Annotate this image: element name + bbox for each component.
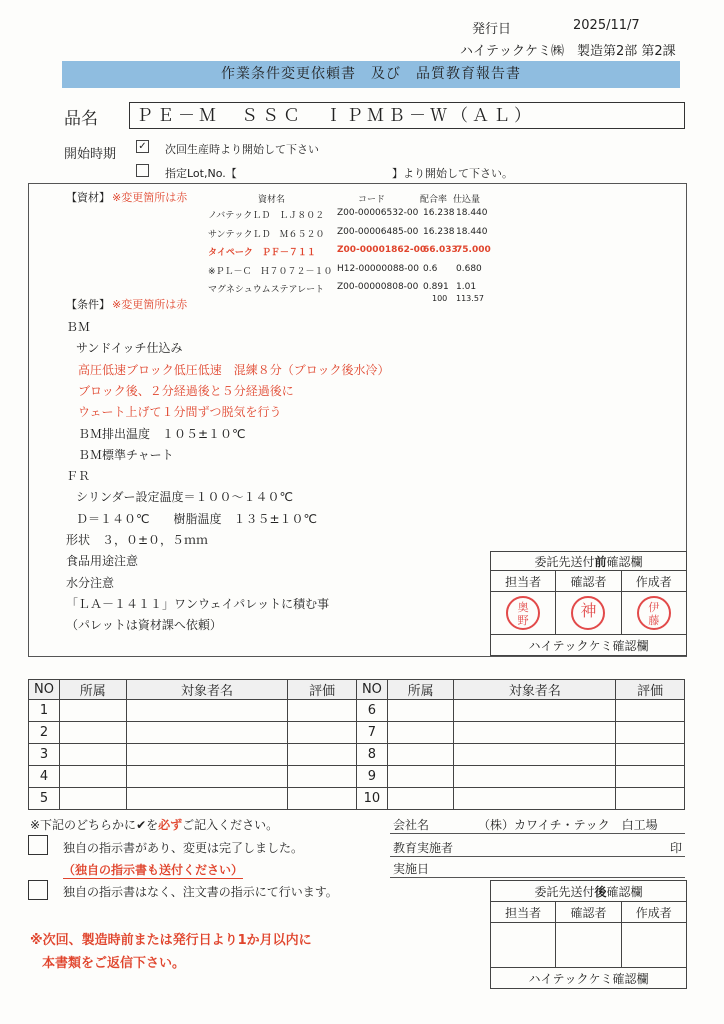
eval-cell[interactable] [288, 766, 357, 788]
seal-stamp: 奥 野 [506, 596, 540, 630]
confirm-after-footer: ハイテックケミ確認欄 [491, 968, 687, 989]
confirm-before-table [490, 551, 687, 656]
confirm-before-title: 委託先送付前確認欄 [491, 552, 687, 571]
condition-line: Ｄ＝１４０℃ 樹脂温度 １３５±１０℃ [76, 511, 318, 526]
condition-line: 「ＬＡ－１４１１」ワンウェイパレットに積む事 [66, 596, 330, 611]
material-name: ※ＰＬ－Ｃ Ｈ７０７２－１０ [208, 266, 333, 277]
row-number: 2 [29, 722, 60, 744]
materials-header-ratio: 配合率 [420, 195, 448, 205]
choice2-checkbox[interactable] [28, 880, 48, 900]
row-number: 4 [29, 766, 60, 788]
choice2-label: 独自の指示書はなく、注文書の指示にて行います。 [63, 885, 338, 899]
material-row [208, 282, 488, 294]
start-timing-label: 開始時期 [64, 147, 117, 162]
table-row [29, 766, 685, 788]
eval-cell[interactable] [616, 700, 685, 722]
instruction-lead: ※下記のどちらかに✔を必ずご記入ください。 [30, 818, 279, 832]
materials-note: ※変更箇所は赤 [112, 191, 188, 204]
education-table [28, 679, 685, 810]
confirm-before-footer: ハイテックケミ確認欄 [491, 635, 687, 656]
materials-header-code: コード [358, 195, 386, 205]
condition-line: ＢＭ標準チャート [78, 447, 174, 462]
col-name: 対象者名 [126, 680, 288, 700]
dept-cell[interactable] [59, 722, 126, 744]
role-checker: 確認者 [556, 571, 621, 592]
name-cell[interactable] [126, 744, 288, 766]
material-code: H12-00000088-00 [337, 263, 419, 274]
eval-cell[interactable] [616, 722, 685, 744]
role-checker: 確認者 [556, 902, 621, 923]
role-charge: 担当者 [491, 571, 556, 592]
product-name-field[interactable]: ＰＥ－Ｍ ＳＳＣ ＩＰＭＢ－Ｗ（ＡＬ） [129, 102, 685, 129]
material-code: Z00-00006485-00 [337, 226, 419, 237]
material-ratio: 0.891 [423, 282, 449, 292]
table-row [29, 700, 685, 722]
material-name: タイペーク ＰＦ－７１１ [208, 248, 316, 258]
company-name-label: 会社名 [393, 818, 430, 832]
date-line [390, 876, 685, 878]
condition-line: ＢＭ [66, 320, 91, 334]
materials-total-ratio: 100 [432, 294, 448, 303]
eval-cell[interactable] [616, 788, 685, 810]
condition-line: シリンダー設定温度＝１００～１４０℃ [76, 490, 293, 505]
conditions-note: ※変更箇所は赤 [112, 298, 188, 311]
condition-line: ブロック後、２分経過後と５分経過後に [78, 383, 294, 398]
dept-cell[interactable] [59, 766, 126, 788]
material-code: Z00-00006532-00 [337, 208, 419, 218]
material-name: サンテックＬＤ Ｍ６５２０ [208, 229, 325, 240]
return-notice-line2: 本書類をご返信下さい。 [42, 956, 186, 971]
dept-cell[interactable] [59, 788, 126, 810]
option2-prefix: 指定Lot,No.【 [165, 167, 237, 180]
option2-suffix: 】より開始して下さい。 [392, 167, 513, 180]
material-amount: 18.440 [456, 226, 488, 237]
material-amount: 75.000 [456, 245, 491, 255]
dept-cell[interactable] [59, 744, 126, 766]
materials-total-amount: 113.57 [456, 294, 484, 303]
document-title: 作業条件変更依頼書 及び 品質教育報告書 [62, 61, 680, 88]
material-row [208, 208, 488, 220]
material-ratio: 0.6 [423, 263, 438, 274]
name-cell[interactable] [126, 700, 288, 722]
option1-label: 次回生産時より開始して下さい [165, 143, 319, 156]
name-cell[interactable] [454, 700, 616, 722]
material-ratio: 16.238 [423, 226, 455, 237]
row-number: 8 [356, 744, 387, 766]
option2-checkbox[interactable] [136, 164, 149, 177]
name-cell[interactable] [126, 766, 288, 788]
row-number: 5 [29, 788, 60, 810]
condition-line: 形状 ３，０±０，５ｍｍ [66, 533, 209, 547]
executor-label: 教育実施者 [393, 841, 454, 855]
material-code: Z00-00000808-00 [337, 282, 419, 292]
dept-cell[interactable] [387, 744, 454, 766]
table-row [29, 788, 685, 810]
conditions-label: 【条件】 [66, 298, 110, 311]
choice1-checkbox[interactable] [28, 835, 48, 855]
col-dept: 所属 [387, 680, 454, 700]
condition-line: 高圧低速ブロック低圧低速 混練８分（ブロック後水冷） [78, 362, 390, 377]
return-notice-line1: ※次回、製造時前または発行日より1か月以内に [30, 933, 312, 948]
seal-mark: 印 [670, 841, 683, 855]
eval-cell[interactable] [288, 788, 357, 810]
col-no: NO [356, 680, 387, 700]
issue-date: 2025/11/7 [573, 18, 640, 33]
confirm-after-table [490, 880, 687, 989]
confirm-after-title: 委託先送付後確認欄 [491, 881, 687, 902]
row-number: 6 [356, 700, 387, 722]
role-charge: 担当者 [491, 902, 556, 923]
condition-line: （パレットは資材課へ依頼） [66, 618, 222, 633]
date-label: 実施日 [393, 862, 430, 876]
choice1-note: （独自の指示書も送付ください） [63, 863, 244, 877]
row-number: 9 [356, 766, 387, 788]
eval-cell[interactable] [288, 744, 357, 766]
issuer: ハイテックケミ㈱ 製造第2部 第2課 [460, 44, 676, 59]
option1-checkbox[interactable]: ✓ [136, 140, 149, 153]
row-number: 3 [29, 744, 60, 766]
role-creator: 作成者 [621, 902, 686, 923]
col-eval: 評価 [288, 680, 357, 700]
dept-cell[interactable] [387, 788, 454, 810]
table-row [29, 744, 685, 766]
eval-cell[interactable] [288, 700, 357, 722]
stamp-cell-charge[interactable] [491, 592, 556, 635]
role-creator: 作成者 [621, 571, 686, 592]
material-row [208, 245, 491, 258]
material-code: Z00-00001862-00 [337, 245, 427, 255]
material-amount: 0.680 [456, 263, 482, 274]
material-row [208, 264, 488, 276]
stamp-cell-charge[interactable] [491, 923, 556, 968]
row-number: 10 [356, 788, 387, 810]
eval-cell[interactable] [288, 722, 357, 744]
company-name: （株）カワイチ・テック 白工場 [478, 818, 658, 832]
issue-date-label: 発行日 [472, 22, 512, 37]
stamp-cell-creator[interactable] [621, 592, 686, 635]
dept-cell[interactable] [387, 700, 454, 722]
materials-header-name: 資材名 [258, 195, 286, 205]
condition-line: ＢＭ排出温度 １０５±１０℃ [78, 426, 246, 441]
row-number: 1 [29, 700, 60, 722]
material-amount: 18.440 [456, 208, 488, 218]
eval-cell[interactable] [616, 766, 685, 788]
stamp-cell-creator[interactable] [621, 923, 686, 968]
materials-header-amount: 仕込量 [453, 195, 481, 205]
name-cell[interactable] [454, 788, 616, 810]
check-icon: ✔ [136, 818, 147, 832]
material-ratio: 16.238 [423, 208, 455, 218]
name-cell[interactable] [126, 722, 288, 744]
stamp-cell-checker[interactable] [556, 923, 621, 968]
material-amount: 1.01 [456, 282, 477, 292]
name-cell[interactable] [454, 722, 616, 744]
materials-label: 【資材】 [66, 191, 110, 204]
seal-stamp: 神 [571, 596, 605, 630]
seal-stamp: 伊 藤 [637, 596, 671, 630]
col-dept: 所属 [59, 680, 126, 700]
material-name: マグネシュウムステアレート [208, 285, 325, 295]
stamp-cell-checker[interactable] [556, 592, 621, 635]
dept-cell[interactable] [387, 722, 454, 744]
condition-line: サンドイッチ仕込み [76, 341, 183, 356]
table-row [29, 722, 685, 744]
dept-cell[interactable] [387, 766, 454, 788]
condition-line: 水分注意 [66, 575, 115, 590]
product-label: 品名 [64, 109, 98, 129]
col-eval: 評価 [616, 680, 685, 700]
col-no: NO [29, 680, 60, 700]
choice1-label: 独自の指示書があり、変更は完了しました。 [63, 841, 304, 855]
col-name: 対象者名 [454, 680, 616, 700]
material-row [208, 227, 488, 239]
name-cell[interactable] [454, 744, 616, 766]
condition-line: ＦＲ [66, 469, 91, 484]
material-name: ノバテックＬＤ ＬＪ８０２ [208, 211, 325, 221]
eval-cell[interactable] [616, 744, 685, 766]
condition-line: ウェート上げて１分間ずつ脱気を行う [78, 405, 282, 420]
row-number: 7 [356, 722, 387, 744]
name-cell[interactable] [454, 766, 616, 788]
name-cell[interactable] [126, 788, 288, 810]
condition-line: 食品用途注意 [66, 554, 139, 569]
material-ratio: 66.033 [423, 245, 458, 255]
dept-cell[interactable] [59, 700, 126, 722]
